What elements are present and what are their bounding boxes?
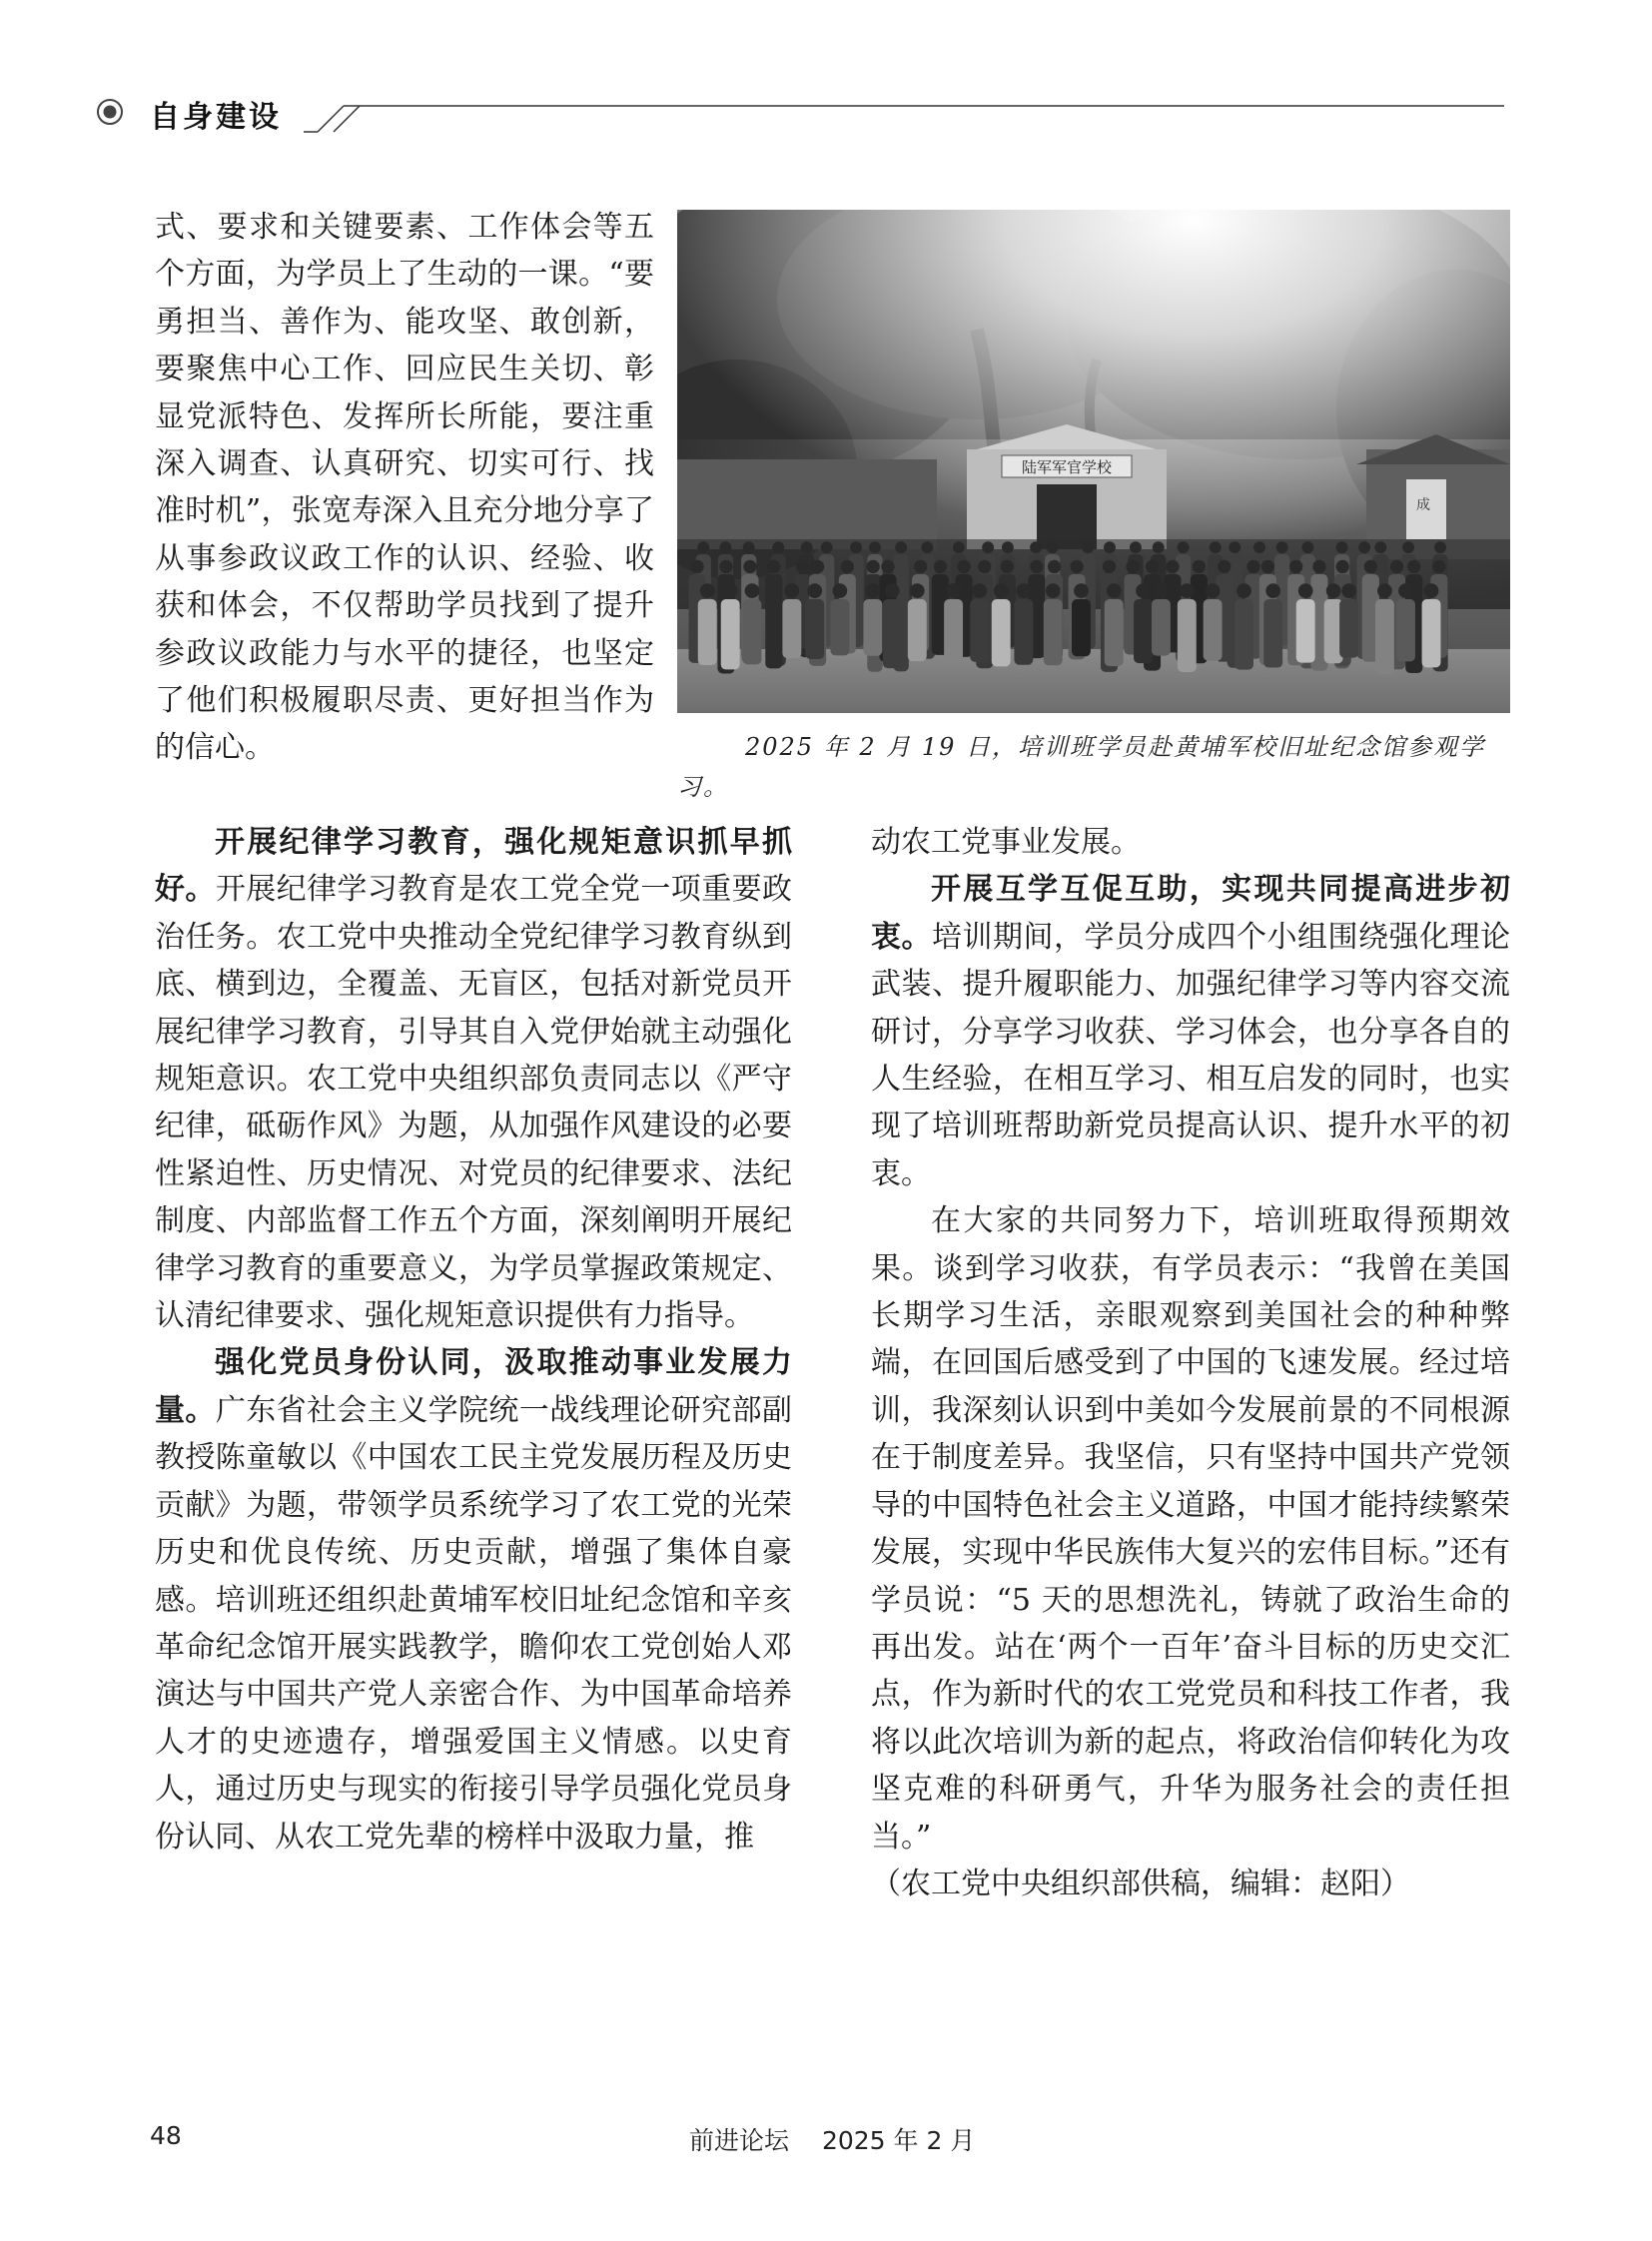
person-head	[807, 583, 822, 598]
person-head	[1154, 583, 1169, 598]
left-column-top	[155, 204, 654, 772]
page-header	[96, 92, 1504, 135]
person-head	[1082, 541, 1094, 553]
person-body	[782, 599, 801, 658]
person-head	[719, 541, 731, 553]
person-head	[1153, 541, 1165, 553]
person-head	[869, 541, 881, 553]
person-body	[1044, 599, 1063, 665]
person-head	[866, 583, 881, 598]
person-head	[957, 560, 970, 573]
paragraph-4	[871, 866, 1510, 1197]
person-head	[833, 583, 848, 598]
target-circle-icon	[96, 98, 124, 126]
person-head	[745, 583, 760, 598]
person-body	[721, 599, 740, 669]
person-head	[1136, 583, 1151, 598]
person-head	[1104, 541, 1116, 553]
person-body	[698, 599, 717, 665]
person-head	[767, 560, 780, 573]
person-body	[1396, 599, 1415, 661]
footer-journal-date: 前进论坛 2025 年 2 月	[689, 2126, 976, 2155]
person-head	[1398, 583, 1413, 598]
signoff: （农工党中央组织部供稿，编辑：赵阳）	[871, 1866, 1410, 1901]
person-head	[697, 541, 709, 553]
person-head	[841, 560, 854, 573]
person-body	[1152, 599, 1171, 656]
person-head	[1261, 560, 1274, 573]
person-head	[1218, 560, 1231, 573]
person-head	[690, 560, 703, 573]
paragraph-2-body: 开展纪律学习教育是农工党全党一项重要政治任务。农工党中央推动全党纪律学习教育纵到底、横到边，全覆盖、无盲区，包括对新党员开展纪律学习教育，引导其自入党伊始就主动强化规矩意识。农工党中央组织部负责同志以《严守纪律，砥砺作风》为题，从加强作风建设的必要性紧迫性、历史情况、对党员的纪律要求、法纪制度、内部监督工作五个方面，深刻阐明开展纪律学习教育的重要意义，为学员掌握政策规定、认清纪律要求、强化规矩意识提供有力指导。	[155, 872, 793, 1334]
person-head	[895, 541, 907, 553]
person-head	[801, 541, 813, 553]
person-head	[910, 583, 925, 598]
paragraph-3-heading: 强化党员身份认同，汲取推动事业发展力量。	[155, 1345, 792, 1428]
person-head	[1146, 560, 1159, 573]
paragraph-2-heading: 开展纪律学习教育，强化规矩意识抓早抓好。	[155, 825, 792, 908]
person-body	[1014, 599, 1033, 665]
person-head	[1312, 560, 1325, 573]
page-number: 48	[150, 2121, 182, 2150]
gate-sign: 陆军军官学校	[1021, 458, 1113, 476]
person-body	[1178, 599, 1197, 672]
person-head	[1206, 583, 1221, 598]
person-head	[1210, 541, 1222, 553]
person-body	[883, 599, 902, 668]
person-head	[1424, 583, 1439, 598]
person-head	[1341, 583, 1356, 598]
person-head	[1074, 583, 1089, 598]
person-head	[1364, 560, 1377, 573]
person-head	[885, 583, 900, 598]
person-head	[1193, 560, 1206, 573]
person-head	[1377, 583, 1392, 598]
person-head	[946, 583, 961, 598]
person-head	[1434, 541, 1446, 553]
person-head	[1301, 541, 1313, 553]
left-column-bottom	[155, 819, 792, 1861]
paragraph-4-heading: 开展互学互促互助，实现共同提高进步初衷。	[871, 872, 1510, 955]
person-head	[1017, 583, 1032, 598]
person-head	[914, 560, 927, 573]
person-head	[811, 560, 824, 573]
person-head	[1237, 583, 1251, 598]
person-body	[944, 599, 963, 663]
right-column	[871, 819, 1510, 1907]
paragraph-2	[155, 819, 792, 1339]
person-head	[982, 541, 994, 553]
person-head	[1289, 560, 1302, 573]
person-head	[1407, 560, 1420, 573]
person-body	[970, 599, 989, 662]
header-rule	[304, 94, 1504, 134]
person-head	[1298, 583, 1313, 598]
paragraph-5: 在大家的共同努力下，培训班取得预期效果。谈到学习收获，有学员表示：“我曾在美国长期学习生活，亲眼观察到美国社会的种种弊端，在回国后感受到了中国的飞速发展。经过培训，我深刻认识到中美如今发展前景的不同根源在于制度差异。我坚信，只有坚持中国共产党领导的中国特色社会主义道路，中国才能持续繁荣发展，实现中华民族伟大复兴的宏伟目标。”还有学员说：“5 天的思想洗礼，铸就了政治生命的再出发。站在‘两个一百年’奋斗目标的历史交汇点，作为新时代的农工党党员和科技工作者，我将以此次培训为新的起点，将政治信仰转化为攻坚克难的科研勇气，升华为服务社会的责任担当。”	[871, 1203, 1510, 1855]
person-head	[1001, 560, 1014, 573]
person-body	[1105, 599, 1124, 666]
person-body	[765, 574, 782, 668]
person-head	[796, 560, 809, 573]
paragraph-4-body: 培训期间，学员分成四个小组围绕强化理论武装、提升履职能力、加强纪律学习等内容交流研讨，分享学习收获、学习体会，也分享各自的人生经验，在相互学习、相互启发的同时，也实现了培训班帮助新党员提高认识、提升水平的初衷。	[871, 919, 1510, 1191]
photo-caption: 2025 年 2 月 19 日，培训班学员赴黄埔军校旧址纪念馆参观学习。	[677, 733, 1486, 801]
person-head	[1265, 583, 1280, 598]
person-head	[881, 560, 894, 573]
person-head	[743, 541, 755, 553]
person-head	[953, 541, 965, 553]
paragraph-3-continued: 动农工党事业发展。	[871, 825, 1141, 860]
person-body	[1204, 599, 1223, 661]
person-body	[805, 599, 824, 659]
person-head	[850, 541, 862, 553]
paragraph-3-body: 广东省社会主义学院统一战线理论研究部副教授陈童敏以《中国农工民主党发展历程及历史贡献》为题，带领学员系统学习了农工党的光荣历史和优良传统、历史贡献，增强了集体自豪感。培训班还组织赴黄埔军校旧址纪念馆和辛亥革命纪念馆开展实践教学，瞻仰农工党创始人邓演达与中国共产党人亲密合作、为中国革命培养人才的史迹遗存，增强爱国主义情感。以史育人，通过历史与现实的衔接引导学员强化党员身份认同、从农工党先辈的榜样中汲取力量，推	[155, 1392, 793, 1855]
person-body	[863, 599, 882, 656]
person-head	[719, 560, 732, 573]
person-head	[785, 583, 800, 598]
side-sign: 成	[1416, 497, 1430, 513]
person-head	[1276, 541, 1288, 553]
person-head	[1253, 541, 1265, 553]
person-head	[978, 560, 991, 573]
person-head	[921, 541, 933, 553]
person-head	[1047, 541, 1059, 553]
person-head	[1246, 560, 1259, 573]
paragraph-3	[155, 1339, 792, 1860]
person-head	[1107, 583, 1122, 598]
person-head	[772, 541, 784, 553]
person-head	[821, 541, 833, 553]
person-body	[1422, 599, 1441, 667]
person-body	[743, 599, 762, 664]
person-head	[1048, 560, 1061, 573]
person-head	[1390, 560, 1403, 573]
person-head	[1374, 541, 1386, 553]
person-head	[1402, 541, 1414, 553]
person-body	[1375, 599, 1394, 674]
person-body	[908, 599, 927, 661]
person-body	[1134, 599, 1153, 663]
person-head	[972, 583, 987, 598]
person-head	[1326, 583, 1341, 598]
person-head	[1166, 560, 1179, 573]
person-head	[1103, 560, 1116, 573]
person-head	[1030, 560, 1043, 573]
person-head	[1046, 583, 1061, 598]
paragraph-1: 式、要求和关键要素、工作体会等五个方面，为学员上了生动的一课。“要勇担当、善作为、能攻坚、敢创新，要聚焦中心工作、回应民生关切、彰显党派特色、发挥所长所能，要注重深入调查、认真研究、切实可行、找准时机”，张宽寿深入且充分地分享了从事参政议政工作的认识、经验、收获和体会，不仅帮助学员找到了提升参政议政能力与水平的捷径，也坚定了他们积极履职尽责、更好担当作为的信心。	[155, 210, 654, 766]
person-head	[866, 560, 879, 573]
person-head	[1178, 541, 1190, 553]
person-head	[1002, 541, 1014, 553]
person-head	[1432, 560, 1445, 573]
person-head	[1070, 560, 1083, 573]
person-head	[723, 583, 738, 598]
person-head	[1358, 541, 1370, 553]
person-body	[1235, 599, 1253, 670]
section-title: 自身建设	[150, 100, 282, 135]
person-head	[934, 560, 947, 573]
person-head	[700, 583, 715, 598]
person-body	[1339, 599, 1358, 658]
person-head	[743, 560, 756, 573]
person-body	[830, 599, 849, 655]
person-head	[1336, 560, 1349, 573]
person-body	[1263, 599, 1282, 668]
person-head	[1030, 541, 1042, 553]
person-body	[992, 599, 1011, 666]
person-head	[1336, 541, 1348, 553]
person-body	[1072, 599, 1091, 656]
person-head	[1126, 560, 1139, 573]
person-body	[1296, 599, 1315, 663]
person-head	[1180, 583, 1195, 598]
group-photo	[677, 210, 1510, 713]
person-head	[1130, 541, 1142, 553]
person-head	[994, 583, 1009, 598]
person-head	[1229, 541, 1240, 553]
